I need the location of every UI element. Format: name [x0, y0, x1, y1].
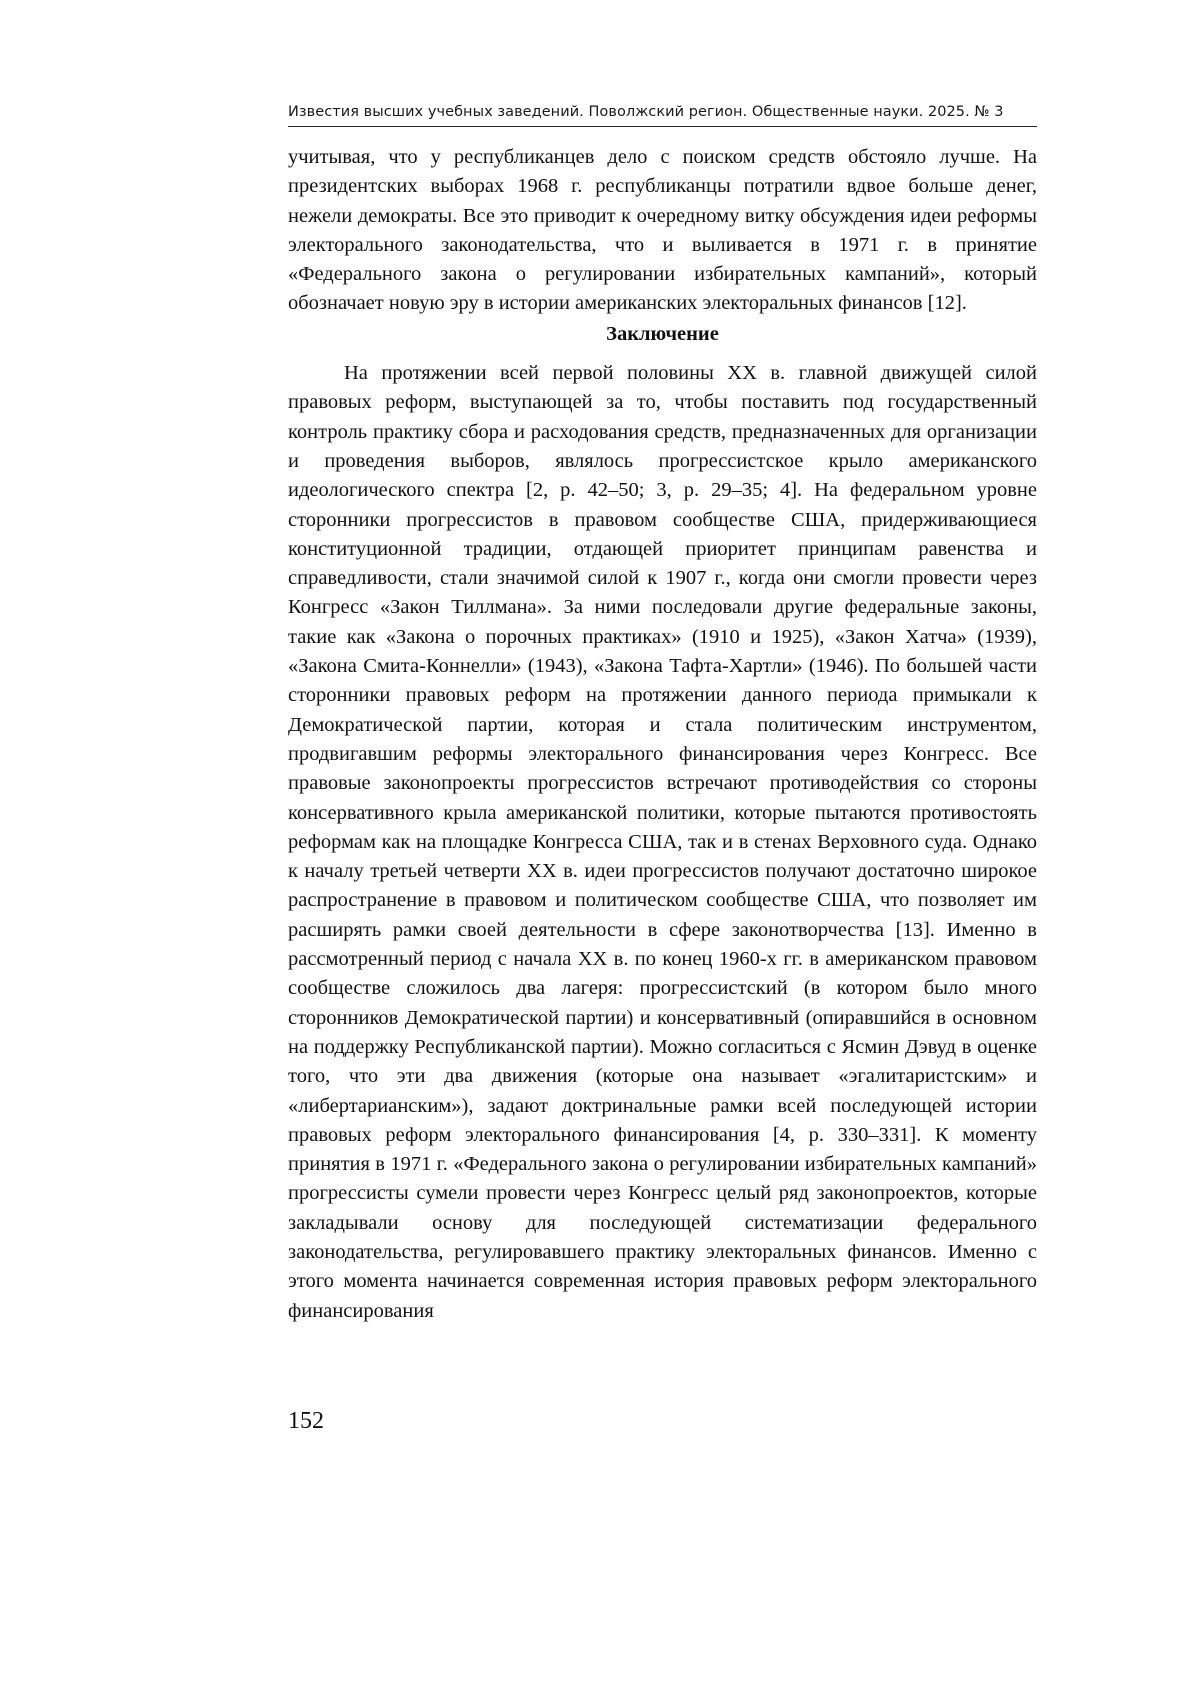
running-header: Известия высших учебных заведений. Поволжский регион. Общественные науки. 2025. № 3 — [288, 104, 1004, 120]
page-number: 152 — [288, 1408, 324, 1434]
section-title: Заключение — [606, 322, 719, 345]
intro-paragraph: учитывая, что у республиканцев дело с поиском средств обстояло лучше. На президентских выборах 1968 г. республиканцы потратили вдвое больше денег, нежели демократы. Все это приводит к очередному витку обсуждения идеи реформы электорального законодательства, что и выливается в 1971 г. в принятие «Федерального закона о регулировании избирательных кампаний», который обозначает новую эру в истории американских электоральных финансов [12]. — [288, 146, 1037, 315]
conclusion-paragraph: На протяжении всей первой половины XX в. главной движущей силой правовых реформ, выступающей за то, чтобы поставить под государственный контроль практику сбора и расходования средств, предназначенных для организации и проведения выборов, являлось прогрессистское крыло американского идеологического спектра [2, p. 42–50; 3, p. 29–35; 4]. На федеральном уровне сторонники прогрессистов в правовом сообществе США, придерживающиеся конституционной традиции, отдающей приоритет принципам равенства и справедливости, стали значимой силой к 1907 г., когда они смогли провести через Конгресс «Закон Тиллмана». За ними последовали другие федеральные законы, такие как «Закона о порочных практиках» (1910 и 1925), «Закон Хатча» (1939), «Закона Смита-Коннелли» (1943), «Закона Тафта-Хартли» (1946). По большей части сторонники правовых реформ на протяжении данного периода примыкали к Демократической партии, которая и стала политическим инструментом, продвигавшим реформы электорального финансирования через Конгресс. Все правовые законопроекты прогрессистов встречают противодействия со стороны консервативного крыла американской политики, которые пытаются противостоять реформам как на площадке Конгресса США, так и в стенах Верховного суда. Однако к началу третьей четверти XX в. идеи прогрессистов получают достаточно широкое распространение в правовом и политическом сообществе США, что позволяет им расширять рамки своей деятельности в сфере законотворчества [13]. Именно в рассмотренный период с начала XX в. по конец 1960-х гг. в американском правовом сообществе сложилось два лагеря: прогрессистский (в котором было много сторонников Демократической партии) и консервативный (опиравшийся в основном на поддержку Республиканской партии). Можно согласиться с Ясмин Дэвуд в оценке того, что эти два движения (которые она называет «эгалитаристским» и «либертарианским»), задают доктринальные рамки всей последующей истории правовых реформ электорального финансирования [4, p. 330–331]. К моменту принятия в 1971 г. «Федерального закона о регулировании избирательных кампаний» прогрессисты сумели провести через Конгресс целый ряд законопроектов, которые закладывали основу для последующей систематизации федерального законодательства, регулировавшего практику электоральных финансов. Именно с этого момента начинается современная история правовых реформ электорального финансирования — [288, 362, 1037, 1322]
body-text — [288, 143, 1037, 1326]
header-divider — [288, 126, 1037, 127]
